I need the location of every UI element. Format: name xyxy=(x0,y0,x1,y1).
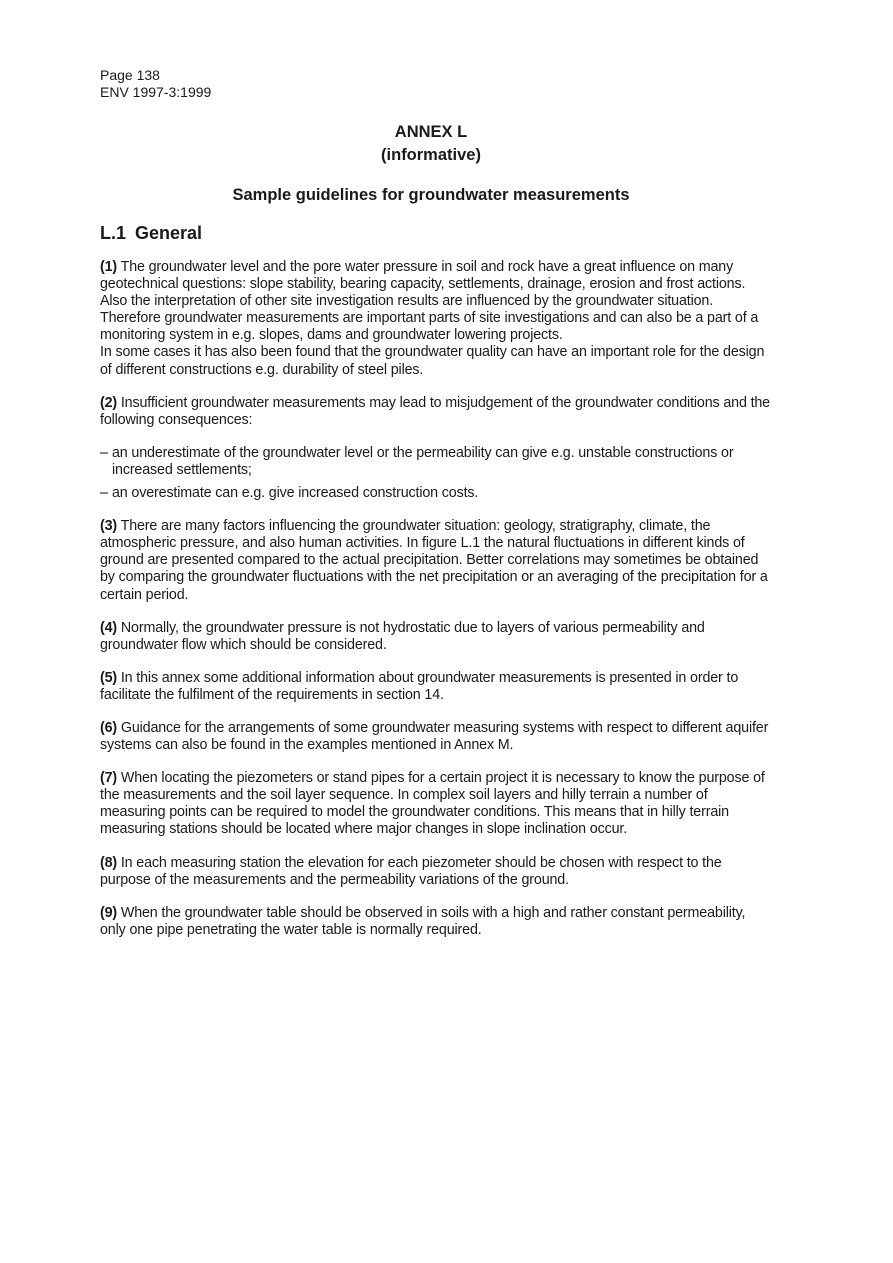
paragraph-number: (4) xyxy=(100,619,118,636)
paragraph-text: There are many factors influencing the groundwater situation: geology, stratigraphy, climate, the atmospheric pressure, and also human activities. In figure L.1 the natural fluctuations in different kinds of ground are presented compared to the actual precipitation. Better correlations may sometimes be obtained by comparing the groundwater fluctuations with the net precipitation or an averaging of the precipitation for a certain period. xyxy=(100,518,768,603)
paragraph-number: (1) xyxy=(100,259,118,275)
list-item-text: an overestimate can e.g. give increased construction costs. xyxy=(112,485,479,502)
paragraph-text: Insufficient groundwater measurements may lead to misjudgement of the groundwater conditions and the following consequences: xyxy=(100,394,770,428)
paragraph-number: (5) xyxy=(100,669,118,686)
paragraph-text: Guidance for the arrangements of some groundwater measuring systems with respect to different aquifer systems can also be found in the examples mentioned in Annex M. xyxy=(100,719,769,754)
paragraph-5 xyxy=(100,670,770,704)
consequences-list xyxy=(100,445,770,502)
paragraph-3 xyxy=(100,518,770,603)
paragraph-7 xyxy=(100,770,770,838)
paragraph-number: (9) xyxy=(100,904,118,921)
paragraph-text: Normally, the groundwater pressure is not hydrostatic due to layers of various permeability and groundwater flow which should be considered. xyxy=(100,619,705,653)
paragraph-text: In each measuring station the elevation for each piezometer should be chosen with respect to the purpose of the measurements and the permeability variations of the ground. xyxy=(100,854,722,888)
paragraph-text: The groundwater level and the pore water pressure in soil and rock have a great influence on many geotechnical questions: slope stability, bearing capacity, settlements, drainage, erosion and frost actions. Also the interpretation of other site investigation results are influenced by the groundwater situation. Therefore groundwater measurements are important parts of site investigations and can also be a part of a monitoring system in e.g. slopes, dams and groundwater lowering projects. xyxy=(100,259,759,344)
section-heading xyxy=(100,221,202,245)
paragraph-4 xyxy=(100,620,770,654)
standard-reference: ENV 1997-3:1999 xyxy=(100,84,212,100)
paragraph-9 xyxy=(100,905,770,939)
paragraph-2 xyxy=(100,395,770,429)
paragraph-1 xyxy=(100,259,770,379)
document-title: Sample guidelines for groundwater measurements xyxy=(232,186,630,204)
paragraph-8 xyxy=(100,855,770,889)
annex-heading xyxy=(0,121,862,167)
paragraph-text: When the groundwater table should be observed in soils with a high and rather constant permeability, only one pipe penetrating the water table is normally required. xyxy=(100,904,746,938)
page-header xyxy=(100,67,211,101)
list-dash: – xyxy=(100,444,108,461)
paragraph-text: In this annex some additional information about groundwater measurements is presented in order to facilitate the fulfilment of the requirements in section 14. xyxy=(100,669,739,703)
page-number: Page 138 xyxy=(100,67,160,83)
body-text xyxy=(100,259,770,955)
paragraph-6 xyxy=(100,720,770,754)
annex-title: ANNEX L xyxy=(394,123,468,141)
list-item xyxy=(100,485,770,502)
paragraph-number: (6) xyxy=(100,719,118,736)
paragraph-text-continued: In some cases it has also been found that the groundwater quality can have an important role for the design of different constructions e.g. durability of steel piles. xyxy=(100,344,765,378)
list-item-text: an underestimate of the groundwater level or the permeability can give e.g. unstable constructions or increased settlements; xyxy=(112,444,734,478)
paragraph-number: (2) xyxy=(100,394,118,411)
section-number: L.1 xyxy=(100,223,127,243)
list-dash: – xyxy=(100,485,108,502)
paragraph-text: When locating the piezometers or stand pipes for a certain project it is necessary to know the purpose of the measurements and the soil layer sequence. In complex soil layers and hilly terrain a number of measuring points can be required to model the groundwater conditions. This means that in hilly terrain measuring stations should be located where major changes in slope inclination occur. xyxy=(100,770,765,838)
annex-subtitle: (informative) xyxy=(381,146,481,164)
paragraph-number: (3) xyxy=(100,518,118,535)
paragraph-number: (8) xyxy=(100,854,118,871)
list-item xyxy=(100,445,770,479)
section-title: General xyxy=(135,223,203,243)
paragraph-number: (7) xyxy=(100,770,118,787)
